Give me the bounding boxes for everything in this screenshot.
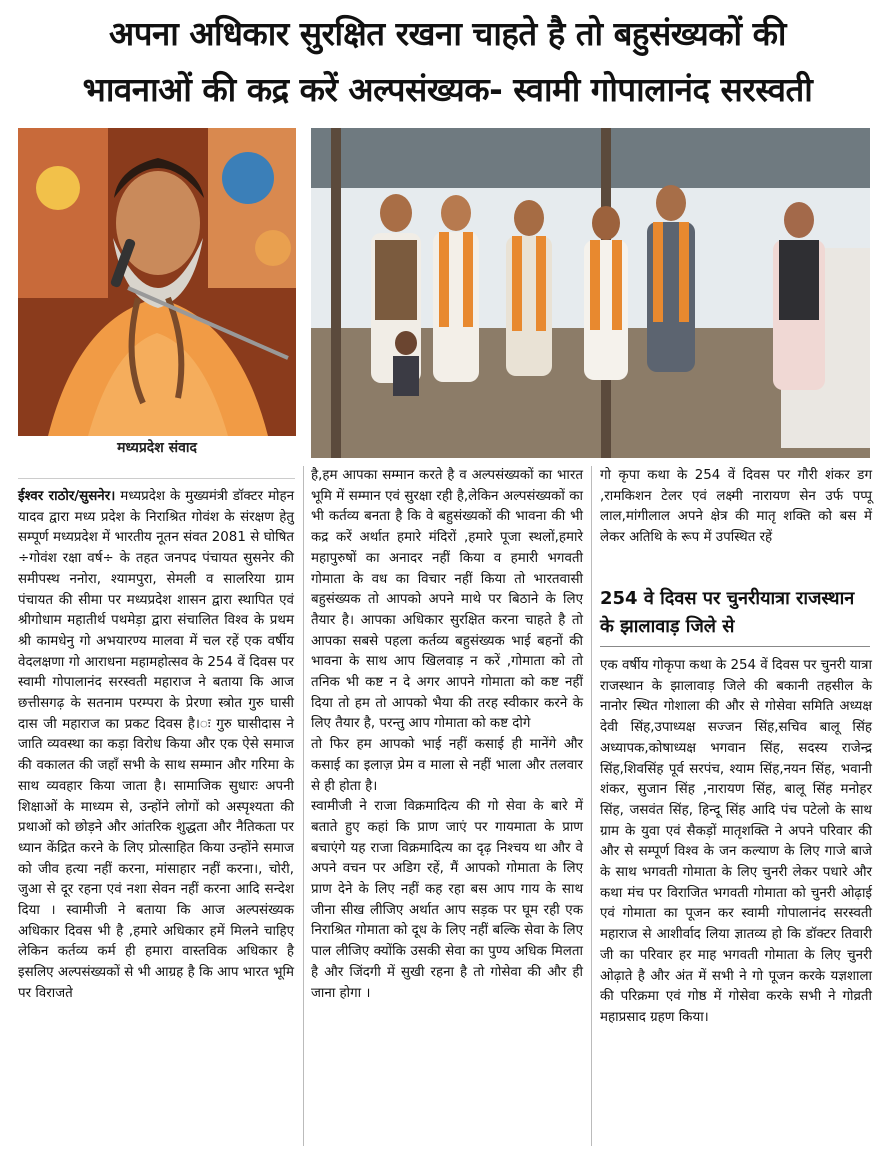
subheading: 254 वे दिवस पर चुनरीयात्रा राजस्थान के झालावाड़ जिले से <box>600 588 855 637</box>
col1-text: मध्यप्रदेश के मुख्यमंत्री डॉक्टर मोहन यादव द्वारा मध्य प्रदेश के निराश्रित गोवंश के संरक्षण हेतु सम्पूर्ण मध्यप्रदेश में भारतीय नूतन संवत 2081 से घोषित ÷गोवंश रक्षा वर्ष÷ के तहत जनपद पंचायत सुसनेर की समीपस्थ ननोरा, श्यामपुरा, सेमली व सालरिया ग्राम पंचायत की सीमा पर मध्यप्रदेश शासन द्वारा स्थापित एवं श्रीगोधाम महातीर्थ पथमेड़ा द्वारा संचालित विश्व के प्रथम श्री कामधेनु गो अभयारण्य मालवा में चल रहें एक वर्षीय वेदलक्षणा गो आराधना महामहोत्सव के 254 वें दिवस पर स्वामी गोपालानंद सरस्वती महाराज ने बताया कि आज छत्तीसगढ़ के सतनाम परम्परा के प्रेरणा स्त्रोत गुरु घासी दास जी महाराज का प्रकट दिवस है।ः गुरु घासीदास ने जाति व्यवस्था का कड़ा विरोध किया और एक ऐसे समाज की वकालत की जहाँ सभी के साथ सम्मान और गरिमा के साथ व्यवहार किया जाता है। सामाजिक सुधारः अपनी शिक्षाओं के माध्यम से, उन्होंने लोगों को अस्पृश्यता की प्रथाओं को छोड़ने और आंतरिक शुद्धता और नैतिकता पर ध्यान केंद्रित करने के लिए प्रोत्साहित किया उन्होंने समाज को जीव हत्या नहीं करना, मांसाहार नहीं करना।, चोरी, जुआ से दूर रहना एवं नशा सेवन नहीं करना आदि सन्देश दिया । स्वामीजी ने बताया कि आज अल्पसंख्यक अधिकार दिवस भी है ,हमारे अधिकार हमें मिलने चाहिए लेकिन कर्तव्य कर्म ही हमारा वास्तविक अधिकार है इसलिए अल्पसंख्यकों से भी आग्रह है कि आप भारत भूमि पर विराजते <box>18 489 295 1001</box>
byline: ईश्वर राठोर/सुसनेर। <box>18 489 116 504</box>
col3-paragraph-1: गो कृपा कथा के 254 वें दिवस पर गौरी शंकर डग ,रामकिशन टेलर एवं लक्ष्मी नारायण सेन उर्फ पप्पू लाल,मांगीलाल अपने क्षेत्र की मातृ शक्ति को बस में लेकर अतिथि के रूप में उपस्थित रहें <box>600 468 872 546</box>
column-divider-1 <box>303 466 304 1146</box>
article-column-3 <box>600 466 872 549</box>
col3-paragraph-2: एक वर्षीय गोकृपा कथा के 254 वें दिवस पर चुनरी यात्रा राजस्थान के झालावाड़ जिले की बकानी तहसील के नानोर स्थित गोशाला की और से गोसेवा समिति अध्यक्ष देवी सिंह,उपाध्यक्ष सज्जन सिंह,सचिव बालू सिंह अध्यापक,कोषाध्यक्ष भगवान सिंह, सदस्य राजेन्द्र सिंह,शिवसिंह पूर्व सरपंच, श्याम सिंह,नयन सिंह, भवानी शंकर, सुजान सिंह ,नारायण सिंह, बालू सिंह मनोहर सिंह, जसवंत सिंह, हिन्दू सिंह आदि पंच पटेलो के साथ ग्राम के युवा एवं सैकड़ों मातृशक्ति ने अपने परिवार की और से सम्पूर्ण विश्व के जन कल्याण के लिए गाजे बाजे के साथ भगवती गोमाता के लिए चुनरी लेकर पधारे और कथा मंच पर विराजित भगवती गोमाता को चुनरी ओढ़ाई एवं गोमाता का पूजन कर स्वामी गोपालानंद सरस्वती महाराज से आशीर्वाद लिया ज्ञातव्य हो कि डॉक्टर तिवारी जी का परिवार हर माह भगवती गोमाता के लिए चुनरी ओढ़ाते है और अंत में सभी ने गो पूजन करके यज्ञशाला की परिक्रमा एवं गोष्ठ में गोसेवा करके सभी ने गोव्रती महाप्रसाद ग्रहण किया। <box>600 658 872 1025</box>
article-column-1 <box>18 487 294 1005</box>
group-photo <box>311 128 870 458</box>
photo-caption: मध्यप्रदेश संवाद <box>117 440 197 456</box>
column-divider-2 <box>591 466 592 1146</box>
headline-line-2: भावनाओं की कद्र करें अल्पसंख्यक- स्वामी गोपालानंद सरस्वती <box>82 70 813 109</box>
swami-portrait-illustration <box>18 128 296 436</box>
article-paragraph <box>18 487 294 1005</box>
col2-paragraph-3: स्वामीजी ने राजा विक्रमादित्य की गो सेवा के बारे में बताते हुए कहां कि प्राण जाएं पर गायमाता के प्राण बचाएंगे यह राजा विक्रमादित्य का दृढ़ निश्चय था और वे अपने वचन पर अडिग रहें, मैं आपको गोमाता के लिए प्राण देने के लिए नहीं कह रहा बस आप गाय के साथ जीना सीख लीजिए अर्थात आप सड़क पर घूम रही एक निराश्रित गोमाता को दूध के लिए नहीं बल्कि सेवा के लिए पाल लीजिए क्योंकि उसकी सेवा का पुण्य अधिक मिलता है और जिंदगी में सुखी रहना है तो गोसेवा की और ही जाना होगा । <box>311 799 583 1001</box>
subheading-rule <box>600 646 870 647</box>
swami-portrait-photo <box>18 128 296 436</box>
col2-paragraph-2: तो फिर हम आपको भाई नहीं कसाई ही मानेंगे और कसाई का इलाज़ प्रेम व माला से नहीं भाला और तलवार से ही होता है। <box>311 737 583 794</box>
headline <box>0 6 895 118</box>
group-photo-illustration <box>311 128 870 458</box>
headline-line-1: अपना अधिकार सुरक्षित रखना चाहते है तो बहुसंख्यकों की <box>109 14 786 53</box>
caption-divider <box>18 478 295 479</box>
article-column-2 <box>311 466 583 1004</box>
article-column-3-lower <box>600 656 872 1029</box>
col2-paragraph-1: है,हम आपका सम्मान करते है व अल्पसंख्यकों का भारत भूमि में सम्मान एवं सुरक्षा रही है,लेकिन अल्पसंख्यकों का भी कर्तव्य बनता है कि वे बहुसंख्यकों की भावना की भी कद्र करें अर्थात हमारे मंदिरों ,हमारे पूजा स्थलों,हमारे महापुरुषों का अनादर नहीं किया व हमारी भगवती गोमाता के वध का विचार नहीं किया तो भारतवासी बहुसंख्यक तो आपको अपने माथे पर बिठाने के लिए तैयार है। आपका अधिकार सुरक्षित करना चाहते है तो आपका सबसे पहला कर्तव्य बहुसंख्यक भाई बहनों की भावना के साथ आप खिलवाड़ न करें ,गोमाता को तो तनिक भी कष्ट न दे अगर आपने गोमाता को कष्ट नहीं दिया तो हम तो आपको भैया की तरह स्वीकार करने के लिए तैयार है, परन्तु आप गोमाता को कष्ट दोगे <box>311 468 583 732</box>
